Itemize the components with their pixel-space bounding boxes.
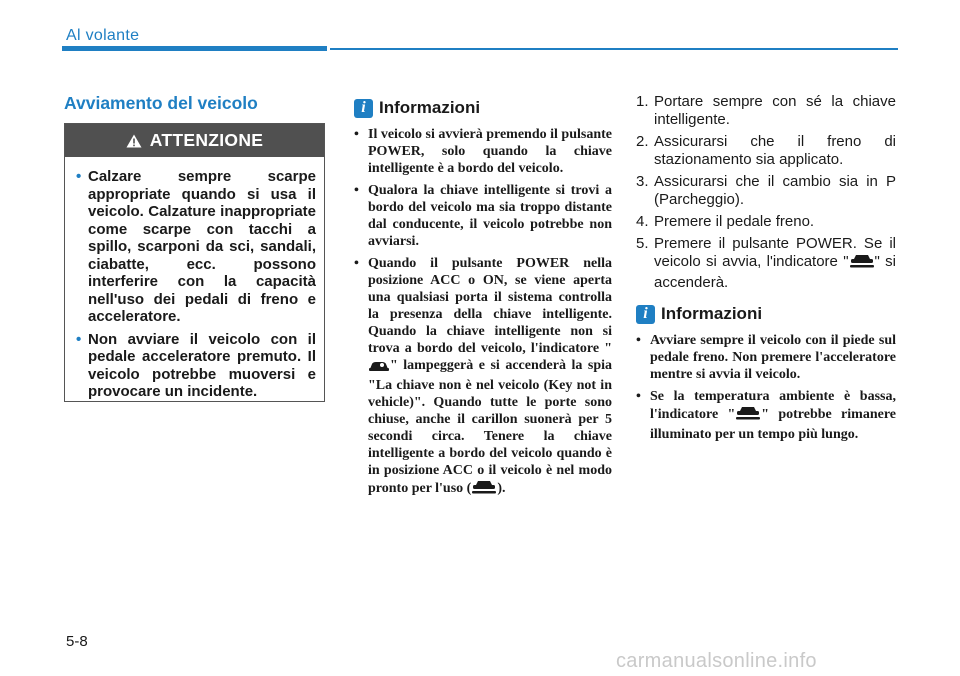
warning-triangle-icon (126, 134, 142, 148)
info-title: Informazioni (661, 304, 763, 323)
info-item: • Avviare sempre il veicolo con il piede sul pedale freno. Non premere l'acceleratore mentre si avvia il veicolo. (636, 332, 896, 383)
car-ready-icon (849, 253, 875, 274)
header-rule-thin (330, 48, 898, 50)
header-rule-thick (62, 46, 327, 51)
info-item (354, 255, 612, 500)
info-text: Se la temperatura ambiente è bassa, l'indicatore " (650, 389, 896, 422)
step-item: 2. Assicurarsi che il freno di stazionamento sia applicato. (636, 133, 896, 168)
info-list-1 (354, 126, 612, 505)
info-item (636, 388, 896, 443)
car-ready-icon (735, 405, 761, 426)
header-title: Al volante (66, 27, 140, 44)
info-header-1 (354, 98, 480, 118)
info-header-2 (636, 304, 762, 324)
warning-box (64, 123, 325, 402)
car-ready-icon (471, 479, 497, 500)
info-text: Quando il pulsante POWER nella posizione ACC o ON, se viene aperta una qualsiasi porta il sistema controlla la presenza della chiave intelligente. Quando la chiave intelligente non si trova a bordo del veicolo, l'indicatore " (368, 256, 612, 356)
section-title: Avviamento del veicolo (64, 93, 258, 113)
info-list-2 (636, 332, 896, 448)
info-text: ). (497, 481, 506, 496)
page-number: 5-8 (66, 633, 88, 650)
info-icon: i (636, 305, 655, 324)
warning-list (65, 157, 324, 401)
info-item: • Qualora la chiave intelligente si trovi a bordo del veicolo ma sia troppo distante dal conducente, il veicolo potrebbe non avviarsi. (354, 182, 612, 250)
watermark: carmanualsonline.info (616, 650, 817, 672)
step-item: 4. Premere il pedale freno. (636, 213, 815, 230)
warning-item: • Calzare sempre scarpe appropriate quando si usa il veicolo. Calzature inappropriate come scarpe con tacchi a spillo, scarponi da sci, sandali, ciabatte, ecc. possono interferire con la capacità nell'uso dei pedali di freno e acceleratore. (77, 168, 316, 326)
info-text: " lampeggerà e si accenderà la spia "La chiave non è nel veicolo (Key not in vehicle)". Quando tutte le porte sono chiuse, anche il carillon suonerà per 5 secondi circa. Tenere la chiave intelligente a bordo del veicolo quando è in posizione ACC o il veicolo è nel modo pronto per l'uso ( (368, 358, 612, 496)
info-title: Informazioni (379, 98, 481, 117)
step-item: 3. Assicurarsi che il cambio sia in P (Parcheggio). (636, 173, 896, 208)
step-item: 5. Premere il pulsante POWER. Se il veicolo si avvia, l'indicatore " " si accenderà. (636, 235, 896, 291)
warning-title: ATTENZIONE (149, 130, 264, 150)
warning-item: • Non avviare il veicolo con il pedale acceleratore premuto. Il veicolo potrebbe muoversi e provocare un incidente. (77, 331, 316, 401)
info-text: " potrebbe rimanere illuminato per un tempo più lungo. (650, 407, 896, 442)
start-steps-list (636, 93, 896, 296)
warning-header (65, 124, 324, 157)
info-icon: i (354, 99, 373, 118)
info-item: • Il veicolo si avvierà premendo il pulsante POWER, solo quando la chiave intelligente è a bordo del veicolo. (354, 126, 612, 177)
step-item: 1. Portare sempre con sé la chiave intelligente. (636, 93, 896, 128)
car-key-icon (368, 360, 390, 377)
